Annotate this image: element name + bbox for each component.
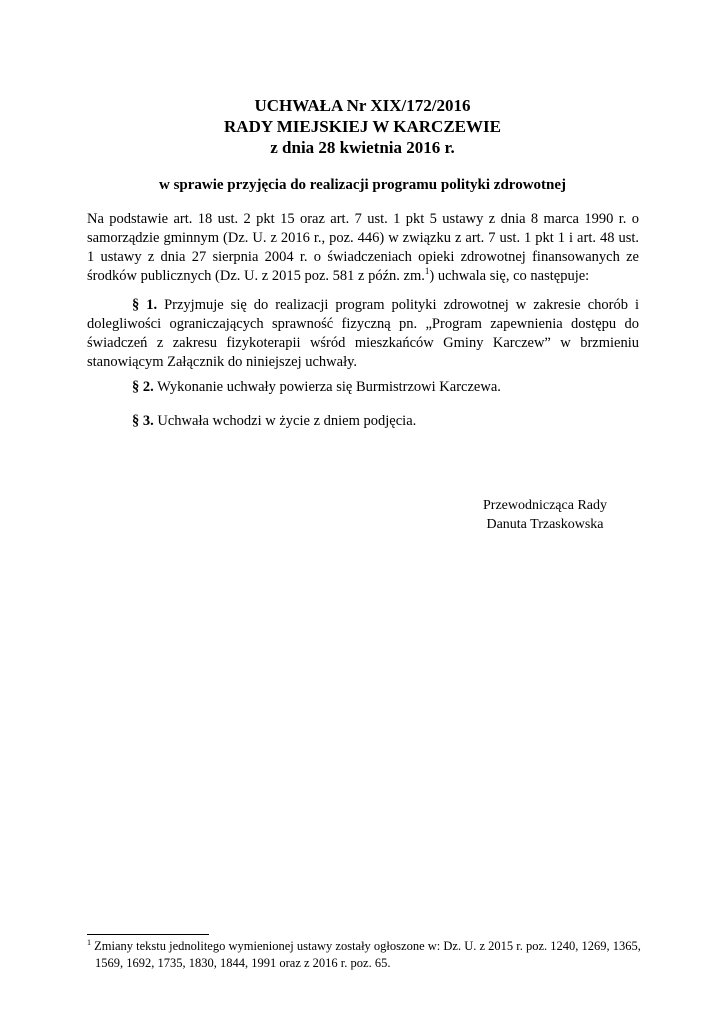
signatory-role: Przewodnicząca Rady <box>483 498 607 513</box>
signature-block <box>470 496 620 534</box>
legal-basis-text: Na podstawie art. 18 ust. 2 pkt 15 oraz art. 7 ust. 1 pkt 5 ustawy z dnia 8 marca 1990 r. o samorządzie gminnym (Dz. U. z 2016 r., poz. 446) w związku z art. 7 ust. 1 pkt 1 i art. 48 ust. 1 ustawy z dnia 27 sierpnia 2004 r. o świadczeniach opieki zdrowotnej finansowanych ze środków publicznych (Dz. U. z 2015 poz. 581 z późn. zm. <box>87 211 639 284</box>
section-3-paragraph <box>87 412 639 431</box>
footnote-divider <box>87 934 209 935</box>
title-line-1: UCHWAŁA Nr XIX/172/2016 <box>254 96 471 115</box>
section-2-label: § 2. <box>132 379 154 395</box>
resolution-subject: w sprawie przyjęcia do realizacji programu polityki zdrowotnej <box>158 177 567 193</box>
section-2-text: Wykonanie uchwały powierza się Burmistrzowi Karczewa. <box>153 379 501 395</box>
resolution-title <box>0 95 725 158</box>
signatory-name: Danuta Trzaskowska <box>486 517 604 532</box>
footnote-marker: 1 <box>87 937 91 947</box>
legal-basis-text-end: ) uchwala się, co następuje: <box>429 268 590 284</box>
footnote <box>87 938 655 972</box>
footnote-text: Zmiany tekstu jednolitego wymienionej ustawy zostały ogłoszone w: Dz. U. z 2015 r. poz. 1240, 1269, 1365, 1569, 1692, 1735, 1830, 1844, 1991 oraz z 2016 r. poz. 65. <box>91 939 641 970</box>
legal-basis-paragraph <box>87 210 639 286</box>
section-2-paragraph <box>87 378 639 397</box>
section-3-text: Uchwała wchodzi w życie z dniem podjęcia. <box>153 413 417 429</box>
title-line-3: z dnia 28 kwietnia 2016 r. <box>270 138 455 157</box>
footnote-reference: 1 <box>424 266 430 277</box>
section-1-label: § 1. <box>132 297 158 313</box>
section-1-text: Przyjmuje się do realizacji program polityki zdrowotnej w zakresie chorób i dolegliwości ograniczających sprawność fizyczną pn. „Program zapewnienia dostępu do świadczeń z zakresu fizykoterapii wśród mieszkańców Gminy Karczew” w brzmieniu stanowiącym Załącznik do niniejszej uchwały. <box>87 297 639 370</box>
section-1-paragraph <box>87 296 639 372</box>
section-3-label: § 3. <box>132 413 154 429</box>
title-line-2: RADY MIEJSKIEJ W KARCZEWIE <box>224 117 501 136</box>
